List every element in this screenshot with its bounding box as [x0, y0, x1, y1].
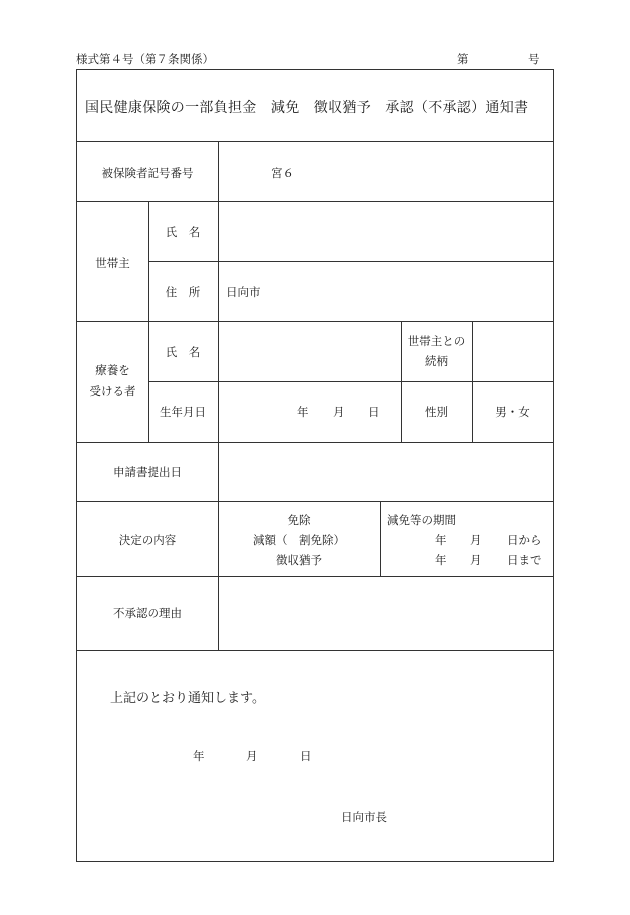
period-from-day: 日から [507, 533, 542, 547]
insured-number-label: 被保険者記号番号 [101, 166, 194, 180]
rejection-reason-label: 不承認の理由 [113, 606, 182, 620]
household-head-label: 世帯主 [95, 256, 130, 270]
notice-text: 上記のとおり通知します。 [110, 691, 265, 706]
form-number: 様式第４号（第７条関係） [76, 52, 214, 66]
rule-patient-name-bottom [148, 381, 553, 382]
period-to-day: 日まで [507, 553, 542, 567]
decision-label: 決定の内容 [118, 533, 177, 547]
signatory: 日向市長 [341, 810, 387, 824]
rule-relationship-right [472, 321, 473, 442]
notice-date-year: 年 [193, 749, 205, 763]
number-prefix: 第 [457, 52, 469, 66]
household-name-label: 氏 名 [165, 225, 201, 239]
rule-application-bottom [77, 501, 553, 502]
period-from-year: 年 [435, 533, 447, 547]
application-date-label: 申請書提出日 [113, 465, 182, 479]
decision-option-exemption: 免除 [287, 513, 311, 527]
relationship-label-line2: 続柄 [425, 354, 448, 368]
birthdate-day: 日 [368, 405, 380, 419]
period-to-year: 年 [435, 553, 447, 567]
insured-number-value: 宮６ [271, 166, 294, 180]
period-to-month: 月 [470, 553, 482, 567]
sex-value: 男・女 [495, 405, 530, 419]
patient-label-line2: 受ける者 [89, 384, 136, 398]
rule-name-bottom [148, 261, 553, 262]
decision-option-deferral: 徴収猶予 [276, 553, 322, 567]
rule-title-bottom [77, 141, 553, 142]
household-address-label: 住 所 [165, 285, 201, 299]
notice-form [76, 69, 554, 862]
rule-reason-bottom [77, 650, 553, 651]
form-title: 国民健康保険の一部負担金 減免 徴収猶予 承認（不承認）通知書 [85, 100, 529, 116]
relationship-label-line1: 世帯主との [407, 334, 466, 348]
number-suffix: 号 [528, 52, 540, 66]
period-label: 減免等の期間 [387, 513, 456, 527]
decision-option-reduction: 減額（ 割免除） [253, 533, 345, 547]
birthdate-label: 生年月日 [160, 405, 206, 419]
birthdate-year: 年 [297, 405, 309, 419]
rule-period-left [380, 501, 381, 576]
rule-label-column [218, 141, 219, 650]
household-address-value: 日向市 [226, 285, 261, 299]
birthdate-month: 月 [333, 405, 345, 419]
sex-label: 性別 [425, 405, 448, 419]
rule-patient-bottom [77, 442, 553, 443]
rule-decision-bottom [77, 576, 553, 577]
notice-date-day: 日 [300, 749, 312, 763]
notice-date-month: 月 [246, 749, 258, 763]
period-from-month: 月 [470, 533, 482, 547]
patient-label-line1: 療養を [95, 363, 130, 377]
patient-name-label: 氏 名 [165, 345, 201, 359]
